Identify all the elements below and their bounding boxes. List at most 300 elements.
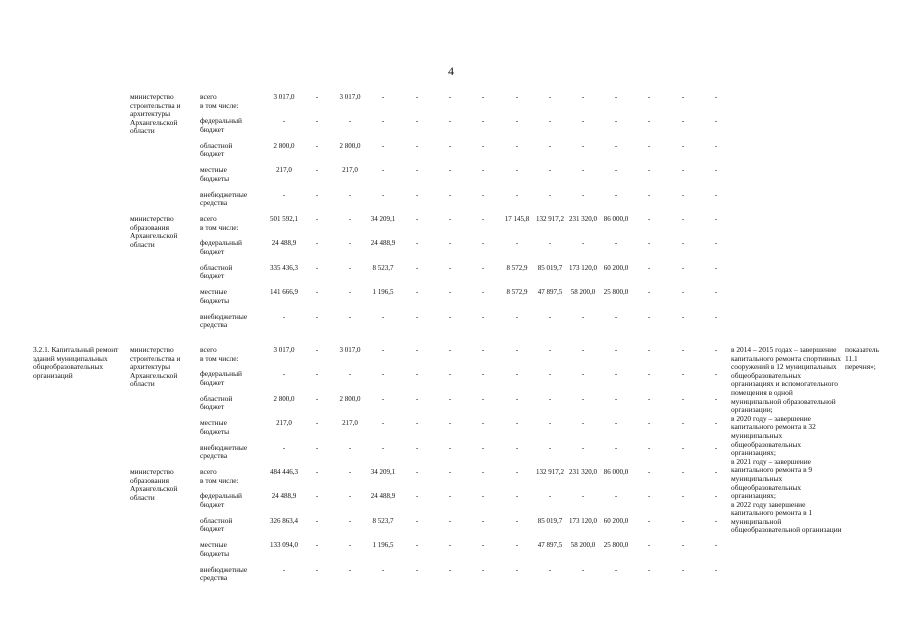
amount-cell: - (481, 468, 485, 476)
amount-cell: - (448, 166, 452, 175)
amount-cell: - (647, 288, 651, 297)
amount-cell: - (415, 166, 419, 175)
indicator-ref: показатель 11.1 перечня»; (845, 345, 879, 372)
amount-cell: 217,0 (276, 419, 292, 428)
amount-cell: - (282, 117, 286, 126)
amount-cell: - (614, 419, 618, 428)
amount-cell: - (315, 312, 319, 321)
amount-cell: - (348, 443, 352, 452)
amount-cell: - (348, 565, 352, 574)
amount-cell: - (315, 346, 319, 354)
amount-cell: - (647, 370, 651, 379)
amount-cell: - (681, 492, 685, 501)
amount-cell: - (647, 263, 651, 272)
amount-cell: 24 488,9 (271, 492, 297, 501)
amount-cell: 2 800,0 (339, 141, 361, 150)
amount-cell: - (515, 370, 519, 379)
amount-cell: - (548, 190, 552, 199)
amount-cell: - (614, 93, 618, 101)
amount-cell: - (647, 346, 651, 354)
amount-cell: 85 019,7 (537, 516, 563, 525)
amount-cell: - (481, 312, 485, 321)
amount-cell: - (481, 93, 485, 101)
amount-cell: - (381, 166, 385, 175)
amount-cell: - (714, 492, 718, 501)
funding-source-label: областной бюджет (200, 262, 233, 281)
amount-cell: 3 017,0 (339, 346, 361, 354)
amount-cell: - (448, 516, 452, 525)
amount-cell: - (415, 516, 419, 525)
amount-cell: - (581, 312, 585, 321)
amount-cell: - (714, 419, 718, 428)
amount-cell: - (681, 215, 685, 223)
amount-cell: - (548, 346, 552, 354)
amount-cell: - (448, 468, 452, 476)
amount-cell: - (348, 541, 352, 550)
amount-cell: - (315, 541, 319, 550)
amount-cell: - (415, 394, 419, 403)
amount-cell: - (714, 93, 718, 101)
amount-cell: - (348, 239, 352, 248)
responsible-org: министерство строительства и архитектуры Архангельской области (130, 92, 181, 136)
amount-cell: - (415, 565, 419, 574)
amount-cell: - (548, 312, 552, 321)
amount-cell: - (647, 312, 651, 321)
amount-cell: - (714, 516, 718, 525)
amount-cell: - (681, 419, 685, 428)
amount-cell: 34 209,1 (370, 215, 396, 223)
amount-cell: - (481, 419, 485, 428)
amount-cell: - (714, 239, 718, 248)
amount-cell: - (647, 117, 651, 126)
amount-cell: 85 019,7 (537, 263, 563, 272)
amount-cell: - (481, 166, 485, 175)
amount-cell: - (614, 370, 618, 379)
amount-cell: 24 488,9 (370, 239, 396, 248)
amount-cell: - (448, 312, 452, 321)
funding-source-label: федеральный бюджет (200, 116, 242, 134)
amount-cell: - (515, 239, 519, 248)
funding-source-label: всего в том числе: (200, 92, 239, 110)
amount-cell: - (348, 312, 352, 321)
amount-cell: - (614, 565, 618, 574)
amount-cell: - (581, 565, 585, 574)
amount-cell: - (515, 166, 519, 175)
amount-cell: - (681, 370, 685, 379)
amount-cell: - (515, 492, 519, 501)
amount-cell: - (714, 166, 718, 175)
amount-cell: - (647, 419, 651, 428)
funding-source-label: внебюджетные средства (200, 564, 248, 583)
amount-cell: 8 523,7 (372, 263, 394, 272)
amount-cell: - (647, 541, 651, 550)
amount-cell: - (647, 166, 651, 175)
amount-cell: - (515, 468, 519, 476)
amount-cell: - (481, 394, 485, 403)
amount-cell: - (481, 492, 485, 501)
amount-cell: - (681, 190, 685, 199)
amount-cell: - (348, 492, 352, 501)
responsible-org: министерство образования Архангельской области (130, 467, 178, 502)
amount-cell: - (481, 190, 485, 199)
amount-cell: - (581, 117, 585, 126)
amount-cell: - (448, 117, 452, 126)
amount-cell: 217,0 (276, 166, 292, 175)
amount-cell: - (681, 288, 685, 297)
amount-cell: - (614, 443, 618, 452)
amount-cell: - (714, 346, 718, 354)
amount-cell: - (714, 394, 718, 403)
amount-cell: - (515, 93, 519, 101)
amount-cell: - (348, 263, 352, 272)
amount-cell: - (448, 190, 452, 199)
amount-cell: - (481, 516, 485, 525)
amount-cell: - (415, 141, 419, 150)
funding-source-label: всего в том числе: (200, 345, 239, 363)
amount-cell: 60 200,0 (603, 263, 629, 272)
funding-source-label: федеральный бюджет (200, 238, 242, 256)
amount-cell: - (581, 419, 585, 428)
amount-cell: - (381, 141, 385, 150)
amount-cell: - (381, 370, 385, 379)
amount-cell: - (415, 541, 419, 550)
amount-cell: - (315, 370, 319, 379)
amount-cell: - (448, 93, 452, 101)
amount-cell: - (681, 346, 685, 354)
amount-cell: 8 523,7 (372, 516, 394, 525)
amount-cell: 173 120,0 (569, 516, 597, 525)
amount-cell: - (647, 141, 651, 150)
amount-cell: - (714, 215, 718, 223)
amount-cell: 17 145,8 (504, 215, 530, 223)
amount-cell: - (714, 288, 718, 297)
amount-cell: - (415, 419, 419, 428)
amount-cell: - (681, 239, 685, 248)
amount-cell: 2 800,0 (273, 141, 295, 150)
amount-cell: - (614, 166, 618, 175)
amount-cell: - (714, 443, 718, 452)
amount-cell: - (581, 394, 585, 403)
amount-cell: - (581, 190, 585, 199)
funding-source-label: местные бюджеты (200, 540, 230, 558)
amount-cell: - (681, 166, 685, 175)
funding-source-label: областной бюджет (200, 140, 233, 159)
amount-cell: 132 917,2 (536, 215, 564, 223)
amount-cell: 217,0 (342, 166, 358, 175)
amount-cell: - (348, 190, 352, 199)
amount-cell: - (348, 468, 352, 476)
amount-cell: - (315, 468, 319, 476)
amount-cell: 501 592,1 (270, 215, 298, 223)
amount-cell: - (714, 263, 718, 272)
amount-cell: - (348, 288, 352, 297)
amount-cell: - (647, 565, 651, 574)
funding-source-label: областной бюджет (200, 393, 233, 412)
amount-cell: - (481, 239, 485, 248)
amount-cell: - (515, 312, 519, 321)
funding-source-label: федеральный бюджет (200, 369, 242, 387)
amount-cell: 47 897,5 (537, 288, 563, 297)
amount-cell: - (315, 288, 319, 297)
amount-cell: - (614, 312, 618, 321)
amount-cell: - (647, 394, 651, 403)
responsible-org: министерство образования Архангельской области (130, 214, 178, 249)
amount-cell: - (448, 394, 452, 403)
amount-cell: - (548, 419, 552, 428)
funding-source-label: местные бюджеты (200, 165, 230, 183)
amount-cell: - (348, 215, 352, 223)
amount-cell: - (381, 346, 385, 354)
amount-cell: - (681, 394, 685, 403)
amount-cell: - (581, 141, 585, 150)
amount-cell: - (481, 263, 485, 272)
amount-cell: - (681, 263, 685, 272)
amount-cell: - (415, 215, 419, 223)
amount-cell: 8 572,9 (506, 263, 528, 272)
amount-cell: - (315, 166, 319, 175)
amount-cell: 1 196,5 (372, 541, 394, 550)
amount-cell: - (548, 394, 552, 403)
amount-cell: 3 017,0 (273, 346, 295, 354)
amount-cell: - (381, 394, 385, 403)
amount-cell: - (681, 516, 685, 525)
amount-cell: - (315, 394, 319, 403)
amount-cell: 133 094,0 (270, 541, 298, 550)
amount-cell: - (315, 516, 319, 525)
amount-cell: - (315, 93, 319, 101)
amount-cell: 60 200,0 (603, 516, 629, 525)
amount-cell: - (315, 141, 319, 150)
amount-cell: - (714, 541, 718, 550)
page-number: 4 (448, 64, 454, 78)
amount-cell: - (415, 190, 419, 199)
amount-cell: 58 200,0 (570, 288, 596, 297)
amount-cell: - (647, 468, 651, 476)
amount-cell: - (515, 443, 519, 452)
amount-cell: - (614, 190, 618, 199)
amount-cell: 173 120,0 (569, 263, 597, 272)
amount-cell: - (714, 312, 718, 321)
amount-cell: - (581, 492, 585, 501)
amount-cell: - (348, 370, 352, 379)
amount-cell: - (415, 239, 419, 248)
amount-cell: 24 488,9 (370, 492, 396, 501)
amount-cell: - (614, 117, 618, 126)
amount-cell: - (282, 312, 286, 321)
amount-cell: - (581, 443, 585, 452)
funding-source-label: федеральный бюджет (200, 491, 242, 509)
amount-cell: - (581, 346, 585, 354)
amount-cell: - (581, 239, 585, 248)
amount-cell: - (647, 215, 651, 223)
funding-source-label: местные бюджеты (200, 287, 230, 305)
amount-cell: - (315, 492, 319, 501)
amount-cell: - (415, 346, 419, 354)
amount-cell: - (381, 443, 385, 452)
amount-cell: 484 446,3 (270, 468, 298, 476)
expected-result: в 2014 – 2015 годах – завершение капитального ремонта спортивных сооружений в 12 муниципальных общеобразовательных организациях и вспомогательного помещения в одной муниципальной образовательной организации; в 2020 году – завершение капитального ремонта в 32 муниципальных общеобразовательных организациях; в 2021 году – завершение капитального ремонта в 9 муниципальных общеобразовательных организациях; в 2022 году завершение капитального ремонта в 1 муниципальной общеобразовательной организации (731, 345, 842, 535)
amount-cell: - (548, 117, 552, 126)
amount-cell: - (282, 190, 286, 199)
amount-cell: 58 200,0 (570, 541, 596, 550)
measure-name: 3.2.1. Капитальный ремонт зданий муниципальных общеобразовательных организаций (33, 345, 119, 380)
amount-cell: 1 196,5 (372, 288, 394, 297)
funding-source-label: областной бюджет (200, 515, 233, 534)
amount-cell: - (714, 190, 718, 199)
amount-cell: 335 436,3 (270, 263, 298, 272)
amount-cell: - (714, 117, 718, 126)
amount-cell: - (415, 288, 419, 297)
amount-cell: - (548, 166, 552, 175)
amount-cell: - (614, 239, 618, 248)
amount-cell: - (515, 419, 519, 428)
amount-cell: - (681, 312, 685, 321)
amount-cell: 25 800,0 (603, 541, 629, 550)
amount-cell: 47 897,5 (537, 541, 563, 550)
amount-cell: - (448, 565, 452, 574)
amount-cell: - (548, 239, 552, 248)
amount-cell: - (448, 263, 452, 272)
amount-cell: 132 917,2 (536, 468, 564, 476)
amount-cell: 231 320,0 (569, 215, 597, 223)
amount-cell: - (315, 263, 319, 272)
amount-cell: - (415, 312, 419, 321)
amount-cell: - (448, 288, 452, 297)
amount-cell: - (714, 468, 718, 476)
amount-cell: - (714, 370, 718, 379)
amount-cell: - (481, 346, 485, 354)
amount-cell: - (714, 565, 718, 574)
amount-cell: - (515, 346, 519, 354)
amount-cell: - (381, 312, 385, 321)
amount-cell: - (315, 117, 319, 126)
amount-cell: - (647, 190, 651, 199)
amount-cell: - (381, 419, 385, 428)
amount-cell: - (381, 93, 385, 101)
amount-cell: 86 000,0 (603, 215, 629, 223)
amount-cell: - (381, 565, 385, 574)
amount-cell: 2 800,0 (273, 394, 295, 403)
amount-cell: - (481, 117, 485, 126)
amount-cell: 231 320,0 (569, 468, 597, 476)
amount-cell: - (348, 117, 352, 126)
amount-cell: - (581, 166, 585, 175)
amount-cell: - (348, 516, 352, 525)
amount-cell: - (282, 370, 286, 379)
amount-cell: - (315, 419, 319, 428)
amount-cell: - (548, 141, 552, 150)
amount-cell: - (448, 141, 452, 150)
amount-cell: - (647, 516, 651, 525)
amount-cell: - (481, 443, 485, 452)
amount-cell: - (415, 117, 419, 126)
amount-cell: - (581, 93, 585, 101)
funding-source-label: всего в том числе: (200, 214, 239, 232)
amount-cell: - (681, 141, 685, 150)
amount-cell: - (548, 370, 552, 379)
amount-cell: - (415, 443, 419, 452)
amount-cell: - (448, 541, 452, 550)
amount-cell: - (515, 190, 519, 199)
amount-cell: - (415, 93, 419, 101)
amount-cell: - (647, 93, 651, 101)
amount-cell: - (448, 492, 452, 501)
amount-cell: 86 000,0 (603, 468, 629, 476)
amount-cell: 8 572,9 (506, 288, 528, 297)
amount-cell: - (448, 215, 452, 223)
amount-cell: 217,0 (342, 419, 358, 428)
amount-cell: - (714, 141, 718, 150)
amount-cell: 141 666,9 (270, 288, 298, 297)
amount-cell: - (381, 190, 385, 199)
funding-source-label: внебюджетные средства (200, 311, 248, 330)
amount-cell: - (315, 190, 319, 199)
amount-cell: - (315, 215, 319, 223)
amount-cell: - (415, 492, 419, 501)
amount-cell: - (415, 370, 419, 379)
amount-cell: - (548, 443, 552, 452)
funding-source-label: внебюджетные средства (200, 189, 248, 208)
amount-cell: - (681, 117, 685, 126)
amount-cell: - (381, 117, 385, 126)
amount-cell: 24 488,9 (271, 239, 297, 248)
amount-cell: - (282, 565, 286, 574)
amount-cell: - (548, 492, 552, 501)
responsible-org: министерство строительства и архитектуры Архангельской области (130, 345, 181, 389)
amount-cell: - (515, 516, 519, 525)
amount-cell: - (515, 541, 519, 550)
amount-cell: - (481, 541, 485, 550)
amount-cell: - (481, 141, 485, 150)
amount-cell: 326 863,4 (270, 516, 298, 525)
amount-cell: - (515, 565, 519, 574)
amount-cell: - (481, 565, 485, 574)
amount-cell: - (481, 370, 485, 379)
funding-source-label: местные бюджеты (200, 418, 230, 436)
amount-cell: - (515, 117, 519, 126)
amount-cell: - (448, 370, 452, 379)
amount-cell: - (548, 93, 552, 101)
amount-cell: - (415, 468, 419, 476)
amount-cell: - (647, 239, 651, 248)
amount-cell: 3 017,0 (339, 93, 361, 101)
amount-cell: - (614, 141, 618, 150)
amount-cell: - (315, 565, 319, 574)
amount-cell: - (614, 394, 618, 403)
amount-cell: 2 800,0 (339, 394, 361, 403)
amount-cell: - (282, 443, 286, 452)
amount-cell: 25 800,0 (603, 288, 629, 297)
amount-cell: - (681, 93, 685, 101)
amount-cell: - (681, 443, 685, 452)
funding-source-label: всего в том числе: (200, 467, 239, 485)
amount-cell: - (681, 541, 685, 550)
amount-cell: - (481, 215, 485, 223)
amount-cell: - (681, 468, 685, 476)
amount-cell: 3 017,0 (273, 93, 295, 101)
amount-cell: - (647, 492, 651, 501)
amount-cell: - (614, 492, 618, 501)
amount-cell: - (448, 346, 452, 354)
amount-cell: - (515, 394, 519, 403)
amount-cell: - (315, 443, 319, 452)
amount-cell: - (548, 565, 552, 574)
amount-cell: - (448, 239, 452, 248)
amount-cell: - (315, 239, 319, 248)
amount-cell: - (448, 419, 452, 428)
amount-cell: - (515, 141, 519, 150)
amount-cell: - (681, 565, 685, 574)
